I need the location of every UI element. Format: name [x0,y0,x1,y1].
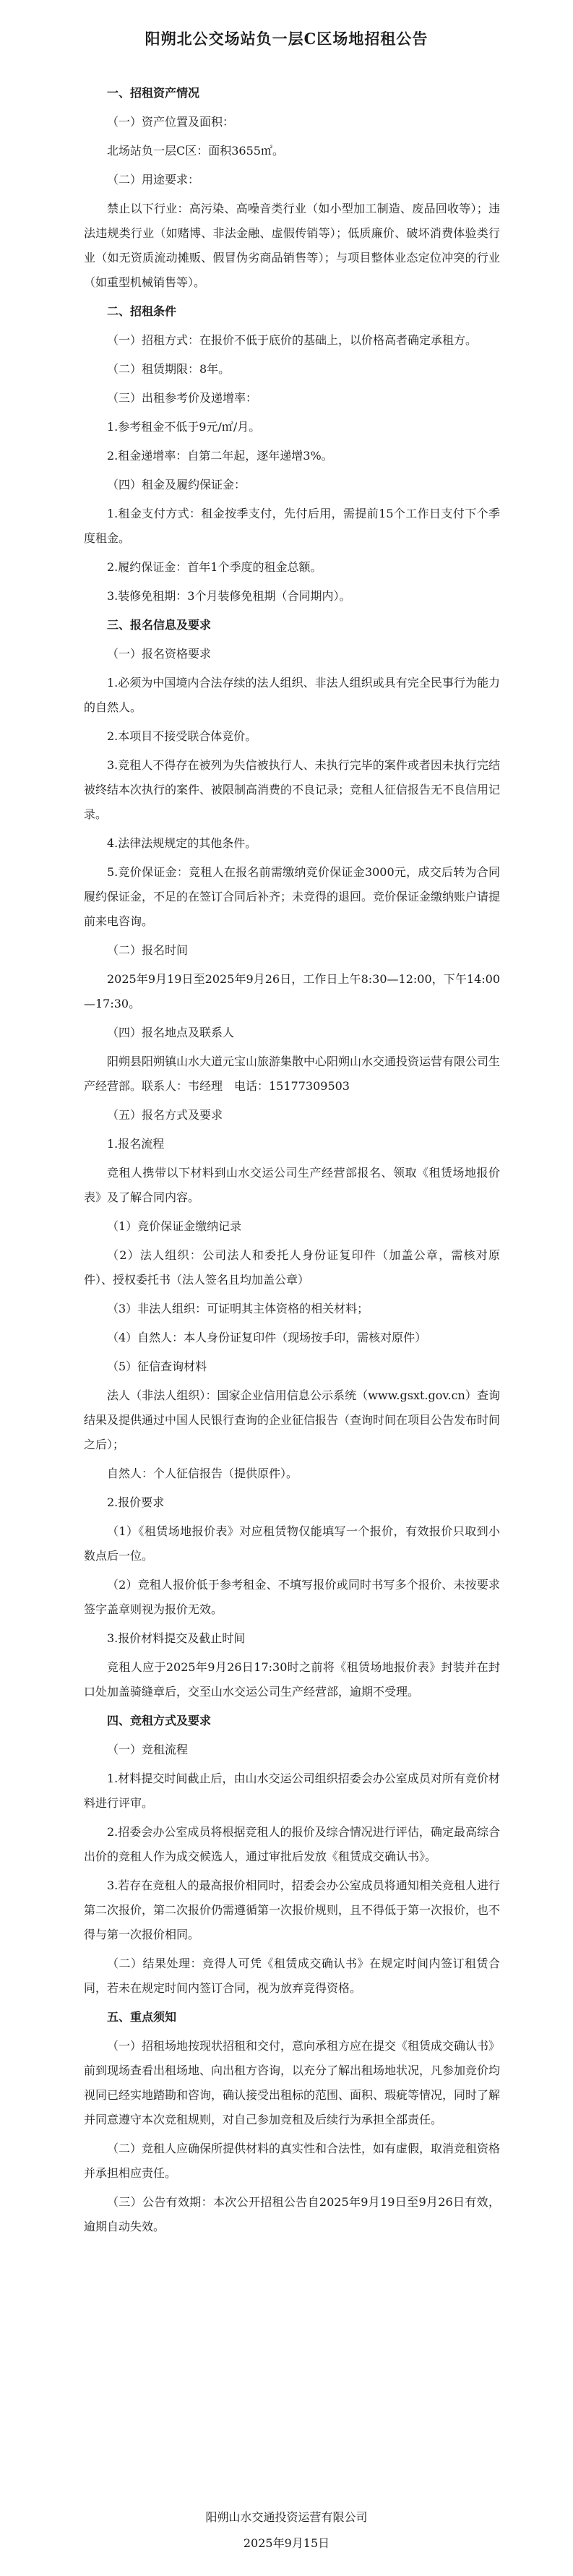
section-heading: 一、招租资产情况 [107,86,200,100]
body-paragraph: 3.竞租人不得存在被列为失信被执行人、未执行完毕的案件或者因未执行完结被终结本次执行的案件、被限制高消费的不良记录；竞租人征信报告无不良信用记录。 [84,758,501,821]
subsection-paragraph: （一）竞租流程 [107,1743,189,1756]
subsection-paragraph: （一）资产位置及面积： [107,115,235,129]
body-paragraph: （2）竞租人报价低于参考租金、不填写报价或同时书写多个报价、未按要求签字盖章则视为报价无效。 [84,1578,500,1616]
subsection-paragraph: （四）租金及履约保证金： [107,478,246,491]
section-heading: 三、报名信息及要求 [107,618,212,632]
subsection-paragraph: （二）结果处理：竞得人可凭《租赁成交确认书》在规定时间内签订租赁合同，若未在规定时间内签订合同，视为放弃竞得资格。 [84,1957,500,1995]
body-paragraph: 法人（非法人组织）：国家企业信用信息公示系统（www.gsxt.gov.cn）查询结果及提供通过中国人民银行查询的企业征信报告（查询时间在项目公告发布时间之后）； [84,1388,501,1451]
subsection-paragraph: （二）报名时间 [107,943,189,957]
subsection-paragraph: （三）出租参考价及递增率： [107,391,258,405]
body-paragraph: 2.报价要求 [107,1495,165,1509]
body-paragraph: （一）招租场地按现状招租和交付，意向承租方应在提交《租赁成交确认书》前到现场查看出租场地、向出租方咨询，以充分了解出租场地状况，凡参加竞价均视同已经实地踏勘和咨询，确认接受出租标的范围、面积、瑕疵等情况，同时了解并同意遵守本次竞租规则，对自己参加竞租及后续行为承担全部责任。 [84,2039,501,2126]
subsection-paragraph: （一）招租方式：在报价不低于底价的基础上，以价格高者确定承租方。 [107,333,478,347]
body-paragraph: 禁止以下行业：高污染、高噪音类行业（如小型加工制造、废品回收等）；违法违规类行业（如赌博、非法金融、虚假传销等）；低质廉价、破坏消费体验类行业（如无资质流动摊贩、假冒伪劣商品销售等）；与项目整体业态定位冲突的行业（如重型机械销售等）。 [84,202,500,289]
section-heading: 二、招租条件 [107,304,177,318]
body-paragraph: 1.报名流程 [107,1137,165,1151]
body-paragraph: 4.法律法规规定的其他条件。 [107,836,257,850]
body-paragraph: 2.招委会办公室成员将根据竞租人的报价及综合情况进行评估，确定最高综合出价的竞租人作为成交候选人，通过审批后发放《租赁成交确认书》。 [84,1825,500,1863]
body-paragraph: 2.租金递增率：自第二年起，逐年递增3%。 [107,449,333,463]
body-paragraph: 1.必须为中国境内合法存续的法人组织、非法人组织或具有完全民事行为能力的自然人。 [84,676,500,714]
page-title: 阳朔北公交场站负一层C区场地招租公告 [145,30,428,48]
subsection-paragraph: （二）租赁期限：8年。 [107,362,231,376]
body-paragraph: 3.装修免租期：3个月装修免租期（合同期内）。 [107,589,351,603]
announcement-body [84,81,500,2244]
body-paragraph: （三）公告有效期：本次公开招租公告自2025年9月19日至9月26日有效，逾期自动失效。 [84,2195,500,2233]
body-paragraph: （3）非法人组织：可证明其主体资格的相关材料； [107,1302,369,1315]
body-paragraph: 1.参考租金不低于9元/㎡/月。 [107,420,261,434]
body-paragraph: 竞租人应于2025年9月26日17:30时之前将《租赁场地报价表》封装并在封口处加盖骑缝章后，交至山水交运公司生产经营部，逾期不受理。 [84,1660,500,1699]
body-paragraph: 竞租人携带以下材料到山水交运公司生产经营部报名、领取《租赁场地报价表》及了解合同内容。 [84,1166,500,1204]
section-heading: 四、竞租方式及要求 [107,1714,212,1727]
body-paragraph: 1.租金支付方式：租金按季支付，先付后用，需提前15个工作日支付下个季度租金。 [84,507,500,545]
body-paragraph: （1）《租赁场地报价表》对应租赁物仅能填写一个报价，有效报价只取到小数点后一位。 [84,1524,500,1563]
body-paragraph: （4）自然人：本人身份证复印件（现场按手印，需核对原件） [107,1331,427,1344]
body-paragraph: 3.若存在竞租人的最高报价相同时，招委会办公室成员将通知相关竞租人进行第二次报价，第二次报价仍需遵循第一次报价规则，且不得低于第一次报价，也不得与第一次报价相同。 [84,1879,501,1941]
body-paragraph: 自然人：个人征信报告（提供原件）。 [107,1467,298,1480]
body-paragraph: （5）征信查询材料 [107,1360,207,1373]
body-paragraph: （2）法人组织：公司法人和委托人身份证复印件（加盖公章，需核对原件）、授权委托书（法人签名且均加盖公章） [84,1248,500,1287]
subsection-paragraph: （一）报名资格要求 [107,647,212,661]
section-heading: 五、重点须知 [107,2010,177,2024]
signature-company: 阳朔山水交通投资运营有限公司 [205,2510,368,2524]
signature-date: 2025年9月15日 [243,2536,330,2550]
body-paragraph: 1.材料提交时间截止后，由山水交运公司组织招委会办公室成员对所有竞价材料进行评审。 [84,1772,500,1810]
body-paragraph: 2.履约保证金：首年1个季度的租金总额。 [107,560,322,574]
body-paragraph: （二）竞租人应确保所提供材料的真实性和合法性，如有虚假，取消竞租资格并承担相应责任。 [84,2142,501,2180]
subsection-paragraph: （四）报名地点及联系人 [107,1026,235,1039]
body-paragraph: 北场站负一层C区：面积3655㎡。 [107,144,284,158]
body-paragraph: （1）竞价保证金缴纳记录 [107,1219,242,1233]
body-paragraph: 2025年9月19日至2025年9月26日，工作日上午8:30—12:00，下午14:00—17:30。 [84,972,500,1010]
subsection-paragraph: （五）报名方式及要求 [107,1108,223,1122]
subsection-paragraph: （二）用途要求： [107,173,200,186]
body-paragraph: 3.报价材料提交及截止时间 [107,1631,246,1645]
body-paragraph: 阳朔县阳朔镇山水大道元宝山旅游集散中心阳朔山水交通投资运营有限公司生产经营部。联系人：韦经理 电话：15177309503 [84,1055,501,1093]
body-paragraph: 2.本项目不接受联合体竞价。 [107,729,257,743]
body-paragraph: 5.竞价保证金：竞租人在报名前需缴纳竞价保证金3000元，成交后转为合同履约保证金，不足的在签订合同后补齐；未竞得的退回。竞价保证金缴纳账户请提前来电咨询。 [84,865,501,928]
